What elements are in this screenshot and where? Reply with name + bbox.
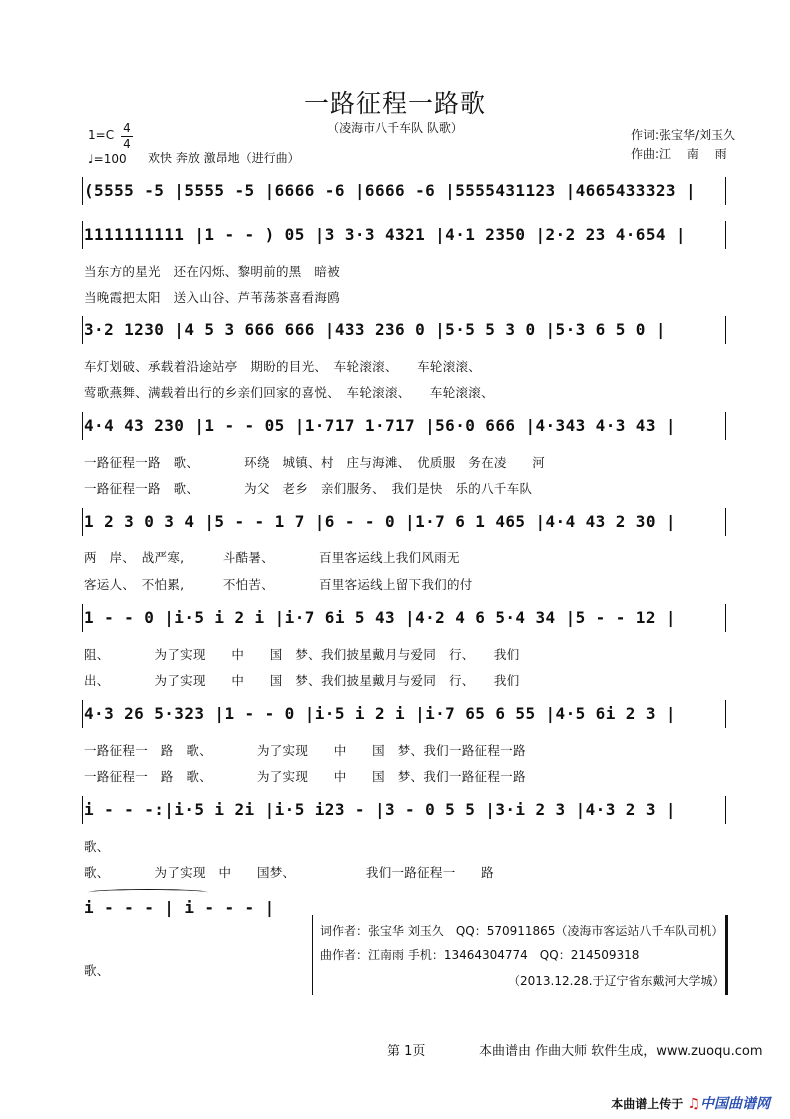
- key-signature: 1=C: [88, 128, 115, 142]
- lyric-verse-1: 当东方的星光 还在闪烁、黎明前的黑 暗被: [84, 264, 341, 279]
- expression-marking: 欢快 奔放 激昂地（进行曲）: [148, 151, 300, 165]
- notation-line: 1 2 3 0 3 4 |5 - - 1 7 |6 - - 0 |1·7 6 1 465 |4·4 43 2 30 |: [84, 512, 676, 531]
- generator-note: 本曲谱由 作曲大师 软件生成，www.zuoqu.com: [479, 1044, 763, 1059]
- lyricist-info: 词作者：张宝华 刘玉久 QQ：570911865（凌海市客运站八千车队司机）: [320, 924, 724, 938]
- time-signature-bottom: 4: [123, 137, 131, 151]
- page-number: 第 1页: [387, 1044, 426, 1059]
- composition-date: （2013.12.28.于辽宁省东戴河大学城）: [508, 974, 725, 988]
- notation-line: 1111111111 |1 - - ) 05 |3 3·3 4321 |4·1 2350 |2·2 23 4·654 |: [84, 225, 686, 244]
- lyric-verse-2: 当晚霞把太阳 送入山谷、芦苇荡茶喜看海鸥: [84, 290, 341, 305]
- upload-watermark: [611, 1093, 770, 1113]
- score-row-3: [84, 320, 726, 342]
- lyric-verse-2: 出、 为了实现 中 国 梦、我们披星戴月与爱同 行、 我们: [84, 673, 520, 688]
- score-subtitle: （凌海市八千车队 队歌）: [327, 121, 463, 135]
- time-signature-top: 4: [123, 121, 131, 135]
- score-row-2: [84, 225, 726, 247]
- lyric-verse-1: 一路征程一 路 歌、 为了实现 中 国 梦、我们一路征程一路: [84, 743, 526, 758]
- notation-line: 3·2 1230 |4 5 3 666 666 |433 236 0 |5·5 5 3 0 |5·3 6 5 0 |: [84, 320, 666, 339]
- upload-label: 本曲谱上传于: [611, 1097, 684, 1111]
- lyric-verse-2: 莺歌燕舞、满载着出行的乡亲们回家的喜悦、 车轮滚滚、 车轮滚滚、: [84, 385, 494, 400]
- notation-line: 4·3 26 5·323 |1 - - 0 |i·5 i 2 i |i·7 65 6 55 |4·5 6i 2 3 |: [84, 704, 676, 723]
- site-logo: ♫中国曲谱网: [687, 1096, 770, 1112]
- lyric-verse-1: 歌、: [84, 839, 110, 854]
- lyric-verse-1: 阻、 为了实现 中 国 梦、我们披星戴月与爱同 行、 我们: [84, 647, 520, 662]
- lyric-verse-1: 车灯划破、承载着沿途站亭 期盼的目光、 车轮滚滚、 车轮滚滚、: [84, 359, 482, 374]
- time-signature: [121, 122, 133, 151]
- score-row-8: [84, 800, 726, 822]
- lyric-verse-1: 两 岸、 战严寒, 斗酷暑、 百里客运线上我们风雨无: [84, 550, 460, 565]
- lyric-verse-2: 客运人、 不怕累, 不怕苦、 百里客运线上留下我们的付: [84, 577, 473, 592]
- lyric-verse-2: 一路征程一路 歌、 为父 老乡 亲们服务、 我们是快 乐的八千车队: [84, 481, 533, 496]
- lyric-verse-2: 一路征程一 路 歌、 为了实现 中 国 梦、我们一路征程一路: [84, 769, 526, 784]
- final-lyric: 歌、: [84, 963, 110, 978]
- lyric-verse-1: 一路征程一路 歌、 环绕 城镇、村 庄与海滩、 优质服 务在凌 河: [84, 455, 546, 470]
- score-row-1: [84, 181, 726, 203]
- lyric-verse-2: 歌、 为了实现 中 国梦、 我们一路征程一 路: [84, 865, 494, 880]
- tempo-marking: ♩=100: [88, 152, 127, 166]
- score-row-7: [84, 704, 726, 726]
- score-title: 一路征程一路歌: [303, 89, 486, 118]
- score-row-6: [84, 608, 726, 630]
- composer-credit: 作曲:江 南 雨: [631, 147, 727, 161]
- score-row-4: [84, 416, 726, 438]
- lyricist-credit: 作词:张宝华/刘玉久: [631, 128, 736, 142]
- composer-info: 曲作者：江南雨 手机：13464304774 QQ：214509318: [320, 948, 640, 962]
- notation-line: (5555 -5 |5555 -5 |6666 -6 |6666 -6 |5555431123 |4665433323 |: [84, 181, 697, 200]
- notation-line: i - - -:|i·5 i 2i |i·5 i23 - |3 - 0 5 5 |3·i 2 3 |4·3 2 3 |: [84, 800, 676, 819]
- notation-line: 1 - - 0 |i·5 i 2 i |i·7 6i 5 43 |4·2 4 6 5·4 34 |5 - - 12 |: [84, 608, 676, 627]
- score-row-5: [84, 512, 726, 534]
- notation-line: 4·4 43 230 |1 - - 05 |1·717 1·717 |56·0 666 |4·343 4·3 43 |: [84, 416, 676, 435]
- final-notation-line: i - - - | i - - - |: [84, 898, 275, 917]
- site-logo-text: 中国曲谱网: [700, 1096, 770, 1112]
- tie-mark: [88, 889, 208, 896]
